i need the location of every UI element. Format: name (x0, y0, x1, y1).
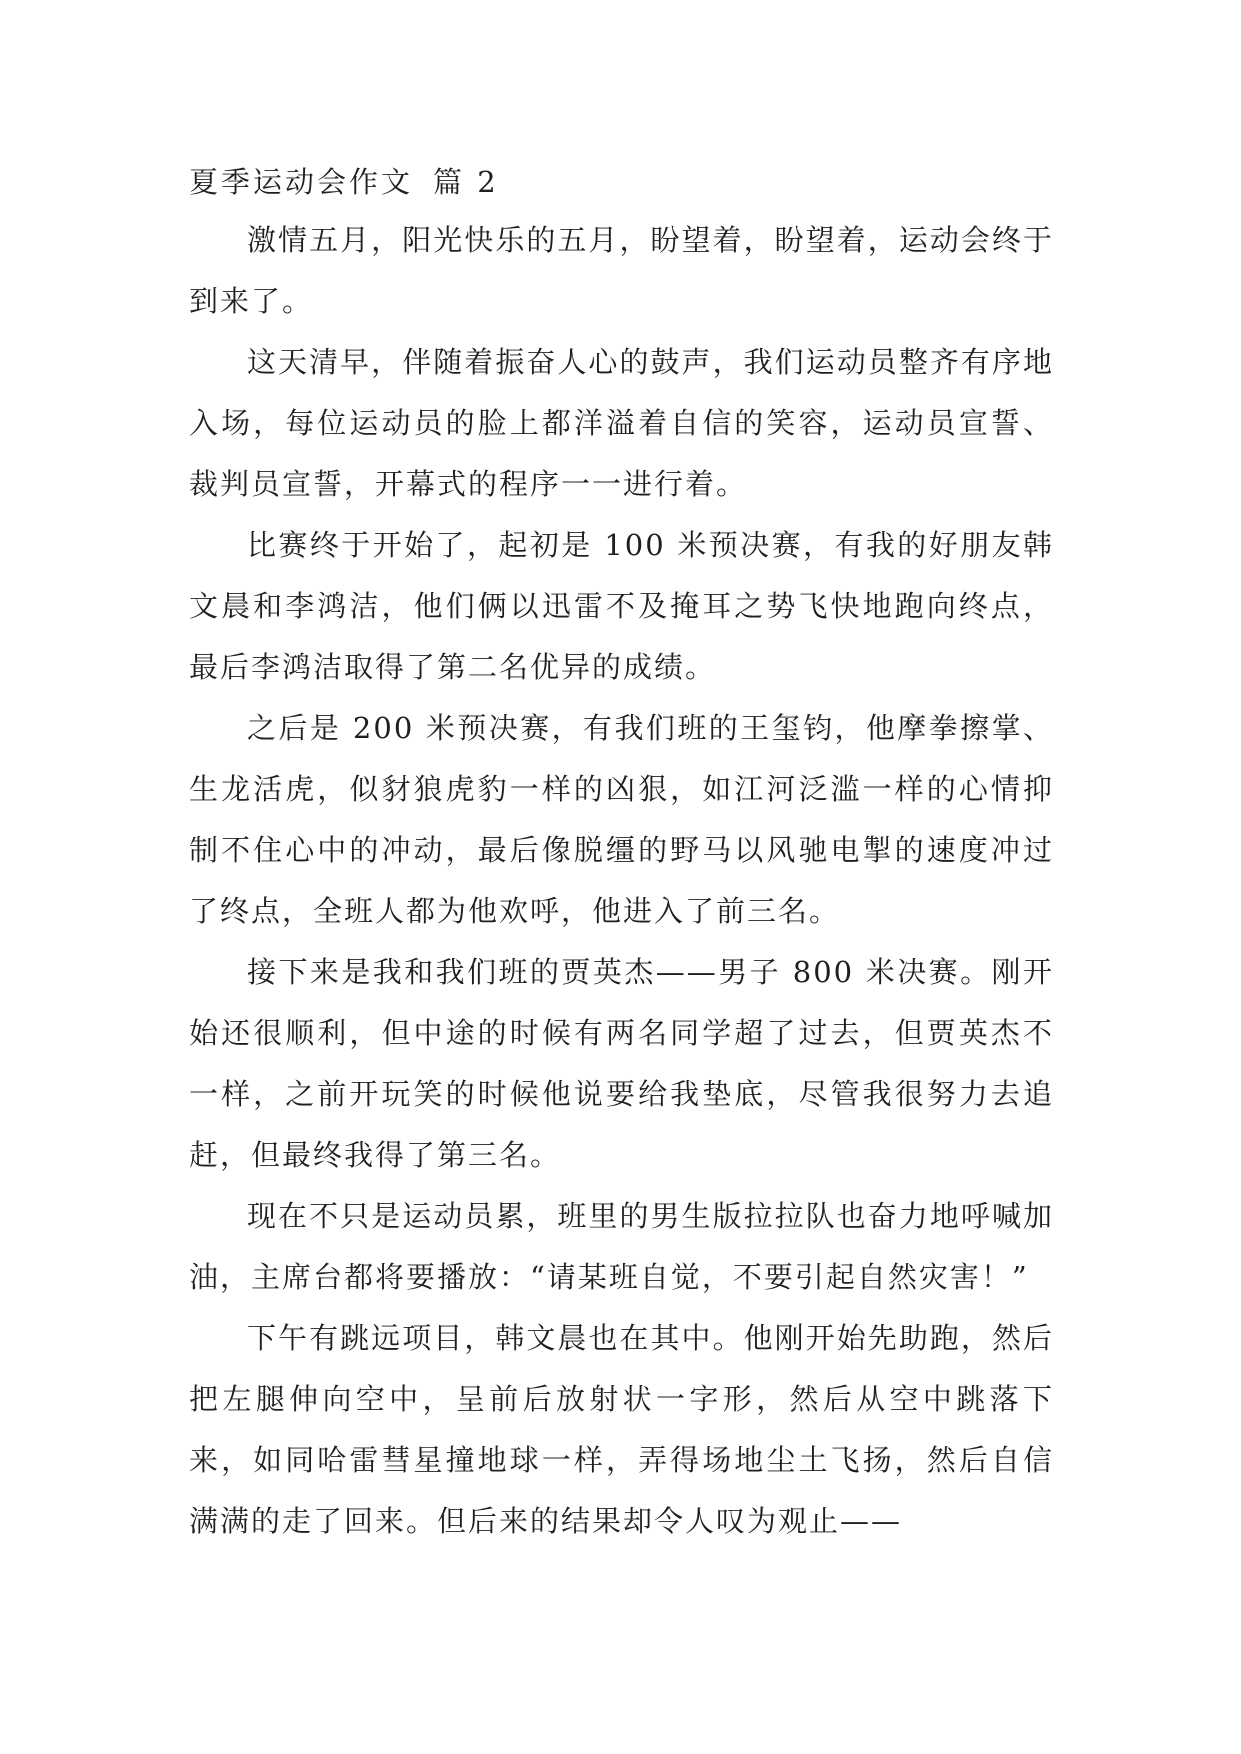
paragraph-3: 比赛终于开始了，起初是 100 米预决赛，有我的好朋友韩文晨和李鸿洁，他们俩以迅雷不及掩耳之势飞快地跑向终点，最后李鸿洁取得了第二名优异的成绩。 (189, 528, 1054, 684)
document-title (189, 162, 1054, 202)
paragraph-4: 之后是 200 米预决赛，有我们班的王玺钧，他摩拳擦掌、生龙活虎，似豺狼虎豹一样的凶狠，如江河泛滥一样的心情抑制不住心中的冲动，最后像脱缰的野马以风驰电掣的速度冲过了终点，全班人都为他欢呼，他进入了前三名。 (189, 711, 1054, 928)
title-main: 夏季运动会作文 (189, 165, 414, 199)
paragraph-7: 下午有跳远项目，韩文晨也在其中。他刚开始先助跑，然后把左腿伸向空中，呈前后放射状一字形，然后从空中跳落下来，如同哈雷彗星撞地球一样，弄得场地尘土飞扬，然后自信满满的走了回来。但后来的结果却令人叹为观止—— (189, 1321, 1054, 1538)
title-suffix: 篇 2 (433, 165, 499, 199)
paragraph-1: 激情五月，阳光快乐的五月，盼望着，盼望着，运动会终于到来了。 (189, 223, 1054, 318)
document-body (189, 162, 1054, 1552)
paragraph-6: 现在不只是运动员累，班里的男生版拉拉队也奋力地呼喊加油，主席台都将要播放：“请某班自觉，不要引起自然灾害！” (189, 1199, 1054, 1294)
paragraph-5: 接下来是我和我们班的贾英杰——男子 800 米决赛。刚开始还很顺利，但中途的时候有两名同学超了过去，但贾英杰不一样，之前开玩笑的时候他说要给我垫底，尽管我很努力去追赶，但最终我得了第三名。 (189, 955, 1054, 1172)
paragraph-2: 这天清早，伴随着振奋人心的鼓声，我们运动员整齐有序地入场，每位运动员的脸上都洋溢着自信的笑容，运动员宣誓、裁判员宣誓，开幕式的程序一一进行着。 (189, 345, 1054, 501)
